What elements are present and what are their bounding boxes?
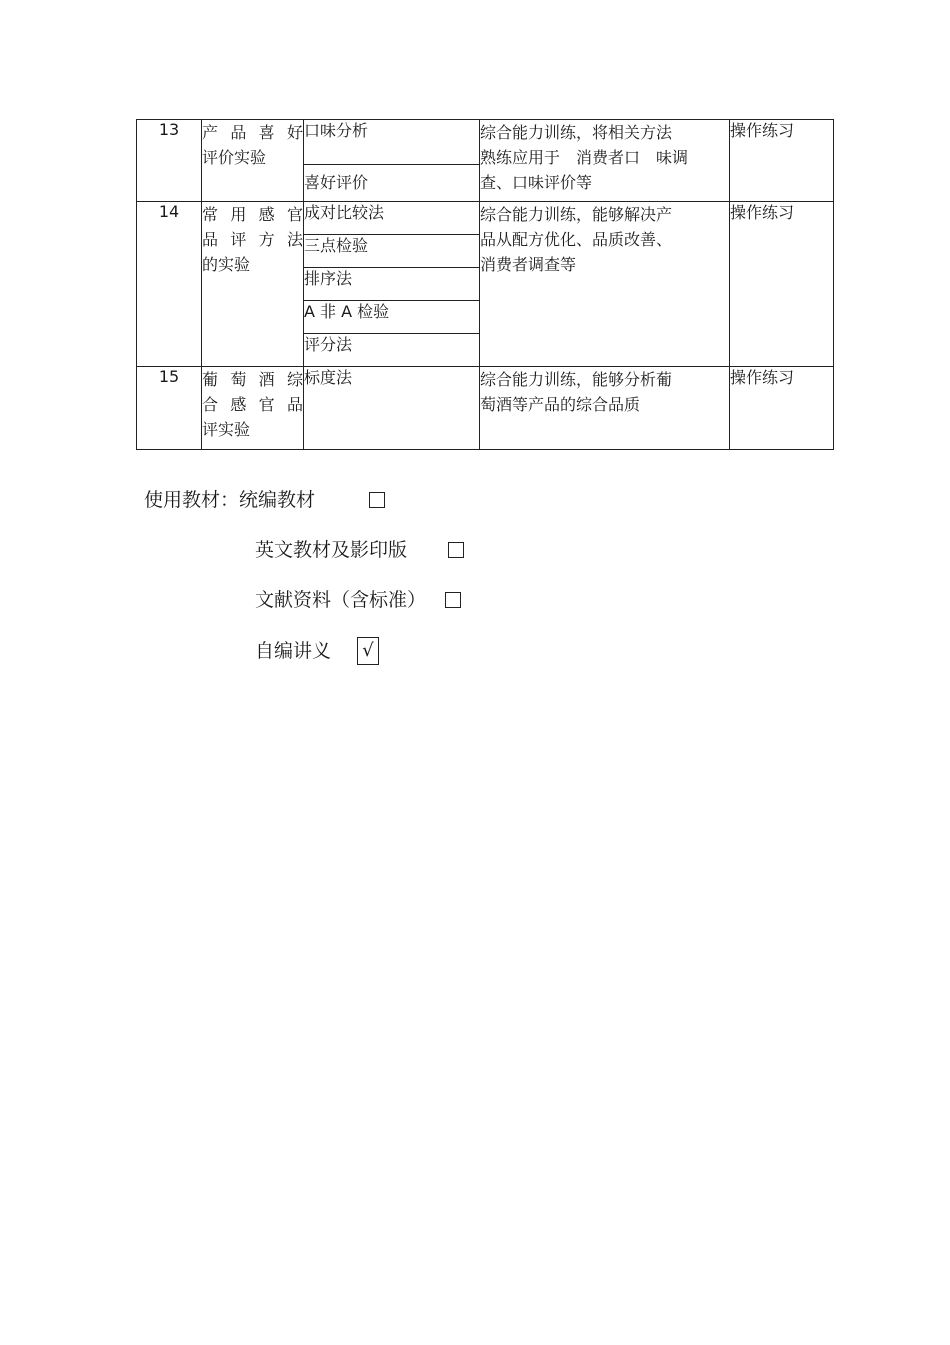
description-cell: 综合能力训练，能够分析葡 萄酒等产品的综合品质 [480,367,730,450]
checkbox-checked[interactable]: √ [357,637,379,665]
mode-cell: 操作练习 [730,367,834,450]
experiment-name: 葡 萄 酒 综 合 感 官 品 评实验 [202,367,304,450]
method-cell: 成对比较法 [304,202,480,235]
description-cell: 综合能力训练，将相关方法 熟练应用于 消费者口 味调 查、口味评价等 [480,120,730,202]
method-cell: A 非 A 检验 [304,301,480,334]
material-option-text: 统编教材 [239,489,316,511]
material-option-text: 英文教材及影印版 [255,539,408,561]
method-cell: 标度法 [304,367,480,450]
table-row [137,367,834,450]
method-cell: 三点检验 [304,235,480,268]
experiment-name: 产 品 喜 好 评价实验 [202,120,304,202]
materials-label: 使用教材： [144,489,240,511]
experiment-name: 常 用 感 官 品 评 方 法 的实验 [202,202,304,367]
table-row [137,120,834,165]
mode-cell: 操作练习 [730,120,834,202]
method-cell: 口味分析 [304,120,480,165]
row-number: 15 [137,367,202,450]
material-option-text: 文献资料（含标准） [255,589,427,611]
checkbox-unchecked[interactable] [448,542,464,558]
course-table [136,119,834,450]
row-number: 14 [137,202,202,367]
description-cell: 综合能力训练，能够解决产 品从配方优化、品质改善、 消费者调查等 [480,202,730,367]
method-cell: 评分法 [304,334,480,367]
mode-cell: 操作练习 [730,202,834,367]
row-number: 13 [137,120,202,202]
checkbox-unchecked[interactable] [445,592,461,608]
materials-line-1 [144,488,315,512]
material-option-text: 自编讲义 [255,640,332,662]
checkbox-unchecked[interactable] [369,492,385,508]
method-cell: 排序法 [304,268,480,301]
table-row [137,202,834,235]
method-cell: 喜好评价 [304,165,480,202]
